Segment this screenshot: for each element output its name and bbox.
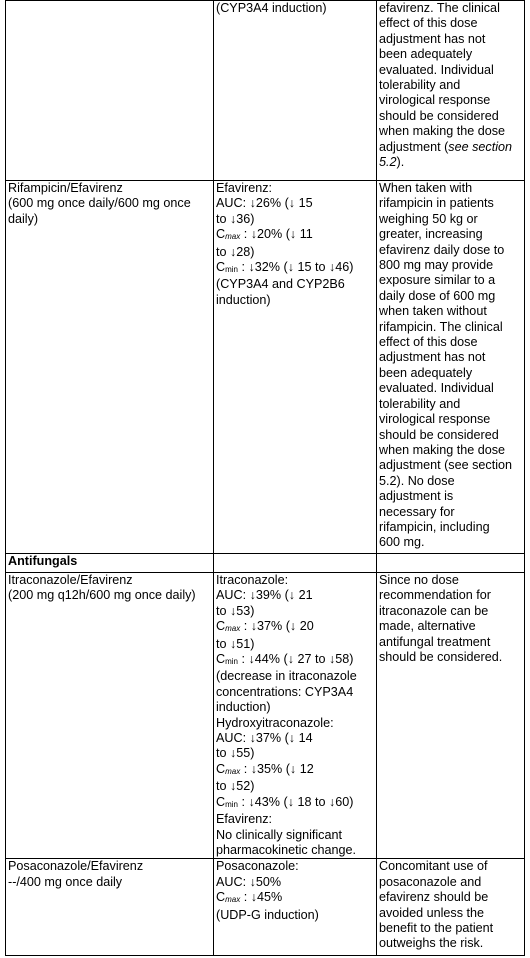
effect-line: (decrease in itraconazole bbox=[216, 669, 357, 684]
italic-reference: see section bbox=[448, 139, 513, 154]
recommendation-line: When taken with bbox=[379, 181, 473, 195]
recommendation-line: adjustment has not bbox=[379, 31, 486, 46]
cmin-letter: C bbox=[216, 652, 226, 667]
recommendation-line: when making the dose bbox=[379, 442, 506, 457]
effect-line: concentrations: CYP3A4 bbox=[216, 684, 354, 699]
cmax-subscript: max bbox=[225, 624, 241, 634]
table-row bbox=[6, 181, 525, 554]
effect-line: (CYP3A4 and CYP2B6 bbox=[216, 277, 345, 292]
section-heading: Antifungals bbox=[6, 554, 214, 573]
effect-line: AUC: ↓39% (↓ 21 bbox=[216, 588, 313, 603]
recommendation-line: rifampicin. The clinical bbox=[379, 319, 503, 334]
recommendation-line: 600 mg. bbox=[379, 535, 425, 550]
recommendation-line: Since no dose bbox=[379, 573, 459, 587]
recommendation-line: 5.2). No dose bbox=[379, 473, 455, 488]
cmax-letter: C bbox=[216, 890, 226, 905]
effect-line bbox=[216, 795, 373, 812]
effect-line bbox=[216, 762, 373, 779]
recommendation-line: been adequately bbox=[379, 365, 473, 380]
recommendation-line: exposure similar to a bbox=[379, 273, 496, 288]
effect-line: Hydroxyitraconazole: bbox=[216, 715, 334, 730]
effects-cell bbox=[214, 573, 377, 859]
recommendation-line: effect of this dose bbox=[379, 16, 478, 31]
recommendation-cell bbox=[377, 1, 525, 181]
effect-line: Posaconazole: bbox=[216, 859, 299, 874]
recommendation-line: been adequately bbox=[379, 47, 473, 62]
effect-line: (CYP3A4 induction) bbox=[216, 1, 327, 15]
effect-value: : ↓35% (↓ 12 bbox=[240, 761, 314, 776]
table-row bbox=[6, 1, 525, 181]
text-segment: adjustment ( bbox=[379, 139, 449, 154]
effect-line: Itraconazole: bbox=[216, 573, 289, 587]
effect-value: : ↓20% (↓ 11 bbox=[240, 227, 313, 242]
effect-line: induction) bbox=[216, 700, 271, 715]
product-line: daily) bbox=[8, 211, 39, 226]
text-segment: ). bbox=[396, 155, 405, 170]
effect-value: : ↓45% bbox=[240, 890, 283, 905]
drug-interaction-table bbox=[5, 0, 525, 956]
effect-line: No clinically significant bbox=[216, 827, 342, 842]
recommendation-cell bbox=[377, 859, 525, 956]
recommendation-line bbox=[379, 155, 521, 170]
table-row bbox=[6, 573, 525, 859]
effect-line: to ↓36) bbox=[216, 211, 255, 226]
product-line: (600 mg once daily/600 mg once bbox=[8, 196, 191, 211]
recommendation-cell bbox=[377, 573, 525, 859]
cmax-subscript: max bbox=[225, 232, 241, 242]
effect-line: (UDP-G induction) bbox=[216, 907, 319, 922]
effect-line: AUC: ↓26% (↓ 15 bbox=[216, 196, 313, 211]
recommendation-line: itraconazole can be bbox=[379, 603, 489, 618]
cmin-subscript: min bbox=[225, 657, 238, 667]
product-line: Itraconazole/Efavirenz bbox=[8, 573, 133, 587]
recommendation-line: adjustment is bbox=[379, 489, 454, 504]
effect-line: to ↓51) bbox=[216, 636, 255, 651]
recommendation-cell bbox=[377, 181, 525, 554]
cmax-letter: C bbox=[216, 619, 226, 634]
cmin-subscript: min bbox=[225, 265, 238, 275]
cmin-subscript: min bbox=[225, 799, 238, 809]
interaction-table-page bbox=[5, 0, 524, 958]
recommendation-line: effect of this dose bbox=[379, 335, 478, 350]
section-row bbox=[6, 554, 525, 573]
effect-line: to ↓55) bbox=[216, 746, 255, 761]
recommendation-line: evaluated. Individual bbox=[379, 381, 494, 396]
recommendation-line: rifampicin in patients bbox=[379, 196, 494, 211]
recommendation-line: should be considered bbox=[379, 108, 499, 123]
recommendation-line: adjustment (see section bbox=[379, 458, 513, 473]
recommendation-line: Concomitant use of bbox=[379, 859, 488, 874]
product-line: Rifampicin/Efavirenz bbox=[8, 181, 123, 195]
effect-line bbox=[216, 260, 373, 277]
effect-line bbox=[216, 619, 373, 636]
recommendation-line: tolerability and bbox=[379, 396, 461, 411]
medicinal-product-cell bbox=[6, 859, 214, 956]
recommendation-line: recommendation for bbox=[379, 588, 491, 603]
effects-cell bbox=[214, 1, 377, 181]
product-line: Posaconazole/Efavirenz bbox=[8, 859, 144, 874]
effect-value: : ↓37% (↓ 20 bbox=[240, 619, 314, 634]
effect-line: Efavirenz: bbox=[216, 181, 272, 195]
effect-value: : ↓44% (↓ 27 to ↓58) bbox=[238, 652, 354, 667]
effect-line: AUC: ↓50% bbox=[216, 874, 282, 889]
effect-line: induction) bbox=[216, 292, 271, 307]
recommendation-line: adjustment has not bbox=[379, 350, 486, 365]
recommendation-line: antifungal treatment bbox=[379, 634, 491, 649]
recommendation-line: should be considered bbox=[379, 427, 499, 442]
effect-line bbox=[216, 652, 373, 669]
recommendation-line: greater, increasing bbox=[379, 227, 483, 242]
recommendation-line: evaluated. Individual bbox=[379, 62, 494, 77]
effect-line: Efavirenz: bbox=[216, 812, 272, 827]
table-row bbox=[6, 859, 525, 956]
product-line: (200 mg q12h/600 mg once daily) bbox=[8, 588, 196, 603]
recommendation-line: when taken without bbox=[379, 304, 487, 319]
effect-value: : ↓32% (↓ 15 to ↓46) bbox=[238, 260, 354, 275]
empty-cell bbox=[377, 554, 525, 573]
effect-line bbox=[216, 890, 373, 907]
effect-line: to ↓52) bbox=[216, 779, 255, 794]
effects-cell bbox=[214, 859, 377, 956]
empty-cell bbox=[214, 554, 377, 573]
cmax-letter: C bbox=[216, 761, 226, 776]
cmin-letter: C bbox=[216, 794, 226, 809]
medicinal-product-cell bbox=[6, 1, 214, 181]
recommendation-line: necessary for bbox=[379, 504, 455, 519]
effect-line bbox=[216, 227, 373, 244]
recommendation-line: efavirenz should be bbox=[379, 890, 489, 905]
recommendation-line: efavirenz. The clinical bbox=[379, 1, 500, 15]
recommendation-line: rifampicin, including bbox=[379, 519, 490, 534]
recommendation-line: tolerability and bbox=[379, 78, 461, 93]
recommendation-line bbox=[379, 140, 521, 155]
cmax-letter: C bbox=[216, 227, 226, 242]
recommendation-line: efavirenz daily dose to bbox=[379, 242, 505, 257]
recommendation-line: when making the dose bbox=[379, 124, 506, 139]
recommendation-line: virological response bbox=[379, 412, 491, 427]
cmax-subscript: max bbox=[225, 895, 241, 905]
effect-line: to ↓53) bbox=[216, 603, 255, 618]
effect-line: to ↓28) bbox=[216, 244, 255, 259]
recommendation-line: weighing 50 kg or bbox=[379, 211, 478, 226]
recommendation-line: outweighs the risk. bbox=[379, 936, 484, 951]
effect-line: pharmacokinetic change. bbox=[216, 842, 357, 857]
recommendation-line: 800 mg may provide bbox=[379, 258, 494, 273]
effect-line: AUC: ↓37% (↓ 14 bbox=[216, 731, 313, 746]
medicinal-product-cell bbox=[6, 573, 214, 859]
product-line: --/400 mg once daily bbox=[8, 874, 123, 889]
italic-reference: 5.2 bbox=[379, 155, 397, 170]
recommendation-line: daily dose of 600 mg bbox=[379, 288, 496, 303]
effects-cell bbox=[214, 181, 377, 554]
recommendation-line: made, alternative bbox=[379, 619, 476, 634]
cmin-letter: C bbox=[216, 260, 226, 275]
recommendation-line: avoided unless the bbox=[379, 905, 485, 920]
effect-value: : ↓43% (↓ 18 to ↓60) bbox=[238, 794, 354, 809]
recommendation-line: virological response bbox=[379, 93, 491, 108]
medicinal-product-cell bbox=[6, 181, 214, 554]
recommendation-line: should be considered. bbox=[379, 650, 503, 665]
cmax-subscript: max bbox=[225, 766, 241, 776]
recommendation-line: posaconazole and bbox=[379, 874, 482, 889]
recommendation-line: benefit to the patient bbox=[379, 920, 494, 935]
